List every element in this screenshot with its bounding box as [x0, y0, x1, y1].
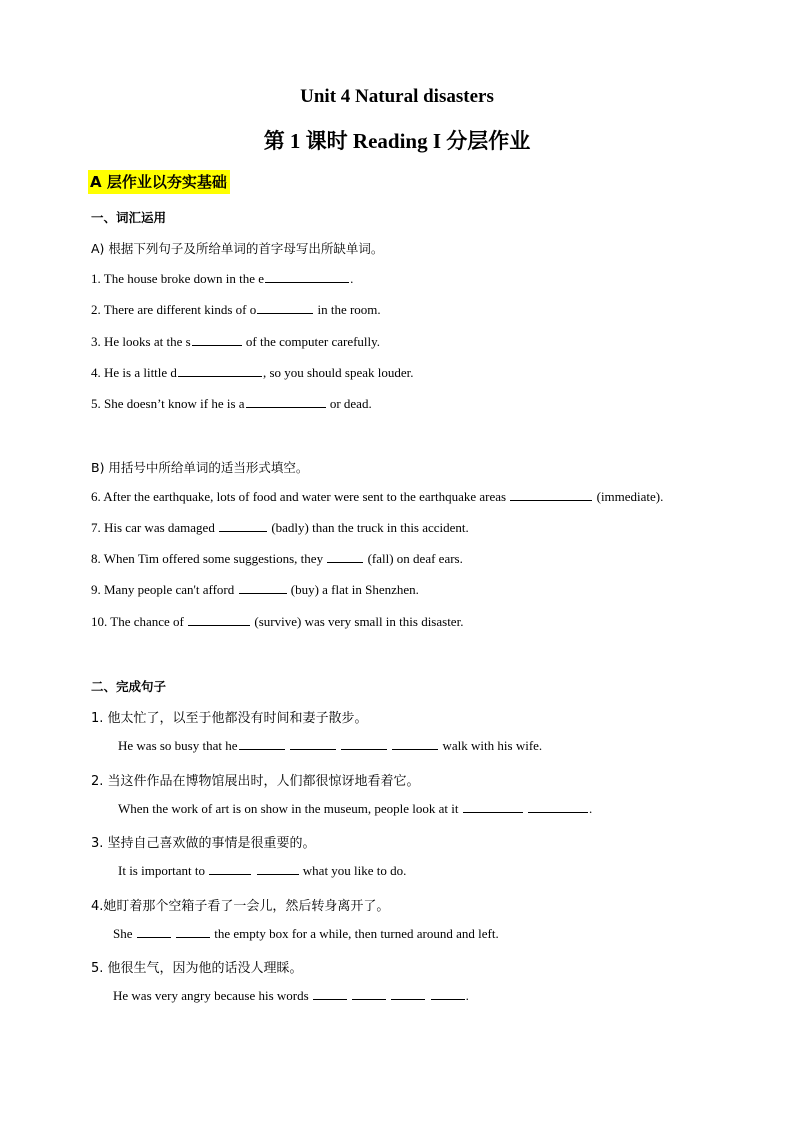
answer-blank[interactable]	[219, 530, 267, 532]
translate-item-1-chinese: 1. 他太忙了，以至于他都没有时间和妻子散步。	[91, 711, 368, 726]
answer-blank[interactable]	[239, 748, 285, 750]
answer-blank[interactable]	[352, 998, 386, 1000]
translate-item-5-english: He was very angry because his words .	[113, 988, 469, 1003]
translate-item-3-english: It is important to what you like to do.	[118, 863, 407, 878]
answer-blank[interactable]	[178, 375, 262, 377]
vocab-item-5: 5. She doesn’t know if he is a or dead.	[91, 396, 372, 411]
form-item-7: 7. His car was damaged (badly) than the truck in this accident.	[91, 520, 469, 535]
answer-blank[interactable]	[257, 312, 313, 314]
answer-blank[interactable]	[463, 811, 523, 813]
answer-blank[interactable]	[327, 561, 363, 563]
form-item-8: 8. When Tim offered some suggestions, they (fall) on deaf ears.	[91, 551, 463, 566]
translate-item-4-chinese: 4.她盯着那个空箱子看了一会儿，然后转身离开了。	[91, 899, 390, 914]
translate-item-4-english: She the empty box for a while, then turned around and left.	[113, 926, 499, 941]
translate-item-5-chinese: 5. 他很生气，因为他的话没人理睬。	[91, 961, 303, 976]
translate-item-2-english: When the work of art is on show in the museum, people look at it .	[118, 801, 593, 816]
page-title: Unit 4 Natural disasters	[300, 86, 494, 107]
answer-blank[interactable]	[265, 281, 349, 283]
section1-heading: 一、词汇运用	[91, 210, 167, 225]
answer-blank[interactable]	[192, 344, 242, 346]
part-a-instruction: A) 根据下列句子及所给单词的首字母写出所缺单词。	[91, 241, 384, 256]
translate-item-2-chinese: 2. 当这件作品在博物馆展出时，人们都很惊讶地看着它。	[91, 774, 420, 789]
vocab-item-1: 1. The house broke down in the e .	[91, 271, 354, 286]
answer-blank[interactable]	[246, 406, 326, 408]
answer-blank[interactable]	[431, 998, 465, 1000]
answer-blank[interactable]	[510, 499, 592, 501]
translate-item-1-english: He was so busy that he walk with his wife.	[118, 738, 543, 753]
vocab-item-3: 3. He looks at the s of the computer carefully.	[91, 334, 381, 349]
answer-blank[interactable]	[137, 936, 171, 938]
answer-blank[interactable]	[528, 811, 588, 813]
answer-blank[interactable]	[341, 748, 387, 750]
vocab-item-4: 4. He is a little d , so you should speak louder.	[91, 365, 414, 380]
vocab-item-2: 2. There are different kinds of o in the room.	[91, 302, 381, 317]
level-a-highlight: A 层作业以夯实基础	[88, 170, 230, 194]
answer-blank[interactable]	[313, 998, 347, 1000]
part-b-instruction: B) 用括号中所给单词的适当形式填空。	[91, 460, 309, 475]
answer-blank[interactable]	[239, 592, 287, 594]
form-item-6: 6. After the earthquake, lots of food and water were sent to the earthquake areas (immediate).	[91, 489, 664, 504]
form-item-10: 10. The chance of (survive) was very small in this disaster.	[91, 614, 464, 629]
page-subtitle: 第 1 课时 Reading I 分层作业	[263, 129, 531, 153]
answer-blank[interactable]	[290, 748, 336, 750]
translate-item-3-chinese: 3. 坚持自己喜欢做的事情是很重要的。	[91, 836, 316, 851]
answer-blank[interactable]	[257, 873, 299, 875]
answer-blank[interactable]	[188, 624, 250, 626]
answer-blank[interactable]	[392, 748, 438, 750]
answer-blank[interactable]	[209, 873, 251, 875]
answer-blank[interactable]	[176, 936, 210, 938]
section2-heading: 二、完成句子	[91, 679, 167, 694]
answer-blank[interactable]	[391, 998, 425, 1000]
form-item-9: 9. Many people can't afford (buy) a flat in Shenzhen.	[91, 582, 419, 597]
